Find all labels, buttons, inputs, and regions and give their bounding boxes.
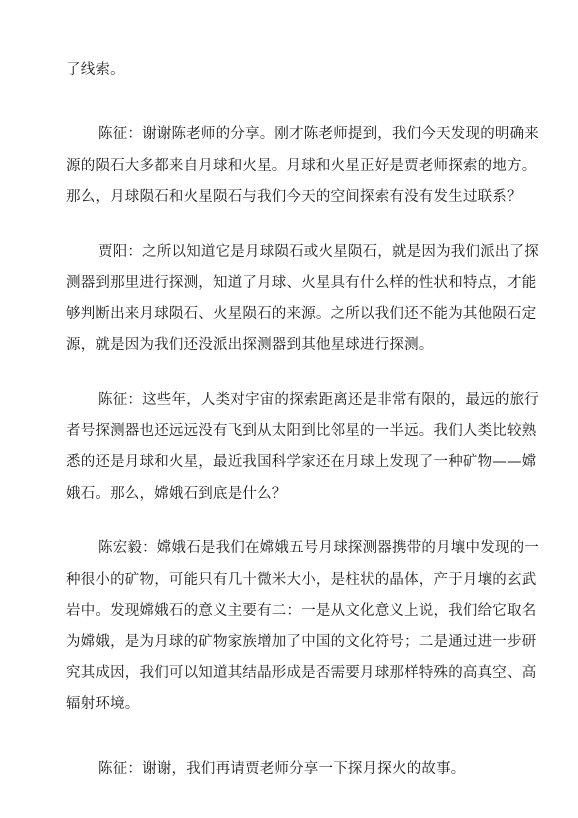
paragraph-3-line-2: 悉的还是月球和火星，最近我国科学家还在月球上发现了一种矿物——嫦 <box>66 454 537 470</box>
paragraph-2-line-3: 源，就是因为我们还没派出探测器到其他星球进行探测。 <box>66 337 434 353</box>
paragraph-4-line-0: 陈宏毅：嫦娥石是我们在嫦娥五号月球探测器携带的月壤中发现的一 <box>98 540 539 556</box>
paragraph-1-line-1: 源的陨石大多都来自月球和火星。月球和火星正好是贾老师探索的地方。 <box>66 158 537 174</box>
paragraph-1-line-0: 陈征：谢谢陈老师的分享。刚才陈老师提到，我们今天发现的明确来 <box>98 126 539 142</box>
paragraph-0-line-0: 了线索。 <box>66 62 125 78</box>
paragraph-1-line-2: 那么，月球陨石和火星陨石与我们今天的空间探索有没有发生过联系？ <box>66 189 522 205</box>
paragraph-3-line-3: 娥石。那么，嫦娥石到底是什么？ <box>66 486 287 502</box>
paragraph-4-line-5: 辐射环境。 <box>66 696 140 712</box>
paragraph-2-line-2: 够判断出来月球陨石、火星陨石的来源。之所以我们还不能为其他陨石定 <box>66 306 537 322</box>
paragraph-5-line-0: 陈征：谢谢，我们再请贾老师分享一下探月探火的故事。 <box>98 761 466 777</box>
paragraph-2-line-1: 测器到那里进行探测，知道了月球、火星具有什么样的性状和特点，才能 <box>66 275 537 291</box>
paragraph-2-line-0: 贾阳：之所以知道它是月球陨石或火星陨石，就是因为我们派出了探 <box>98 244 539 260</box>
paragraph-4-line-1: 种很小的矿物，可能只有几十微米大小，是柱状的晶体，产于月壤的玄武 <box>66 572 537 588</box>
paragraph-4-line-3: 为嫦娥，是为月球的矿物家族增加了中国的文化符号；二是通过进一步研 <box>66 634 537 650</box>
paragraph-3-line-0: 陈征：这些年，人类对宇宙的探索距离还是非常有限的，最远的旅行 <box>98 392 539 408</box>
paragraph-4-line-4: 究其成因，我们可以知道其结晶形成是否需要月球那样特殊的高真空、高 <box>66 665 537 681</box>
paragraph-4-line-2: 岩中。发现嫦娥石的意义主要有二：一是从文化意义上说，我们给它取名 <box>66 603 537 619</box>
paragraph-3-line-1: 者号探测器也还远远没有飞到从太阳到比邻星的一半远。我们人类比较熟 <box>66 423 537 439</box>
